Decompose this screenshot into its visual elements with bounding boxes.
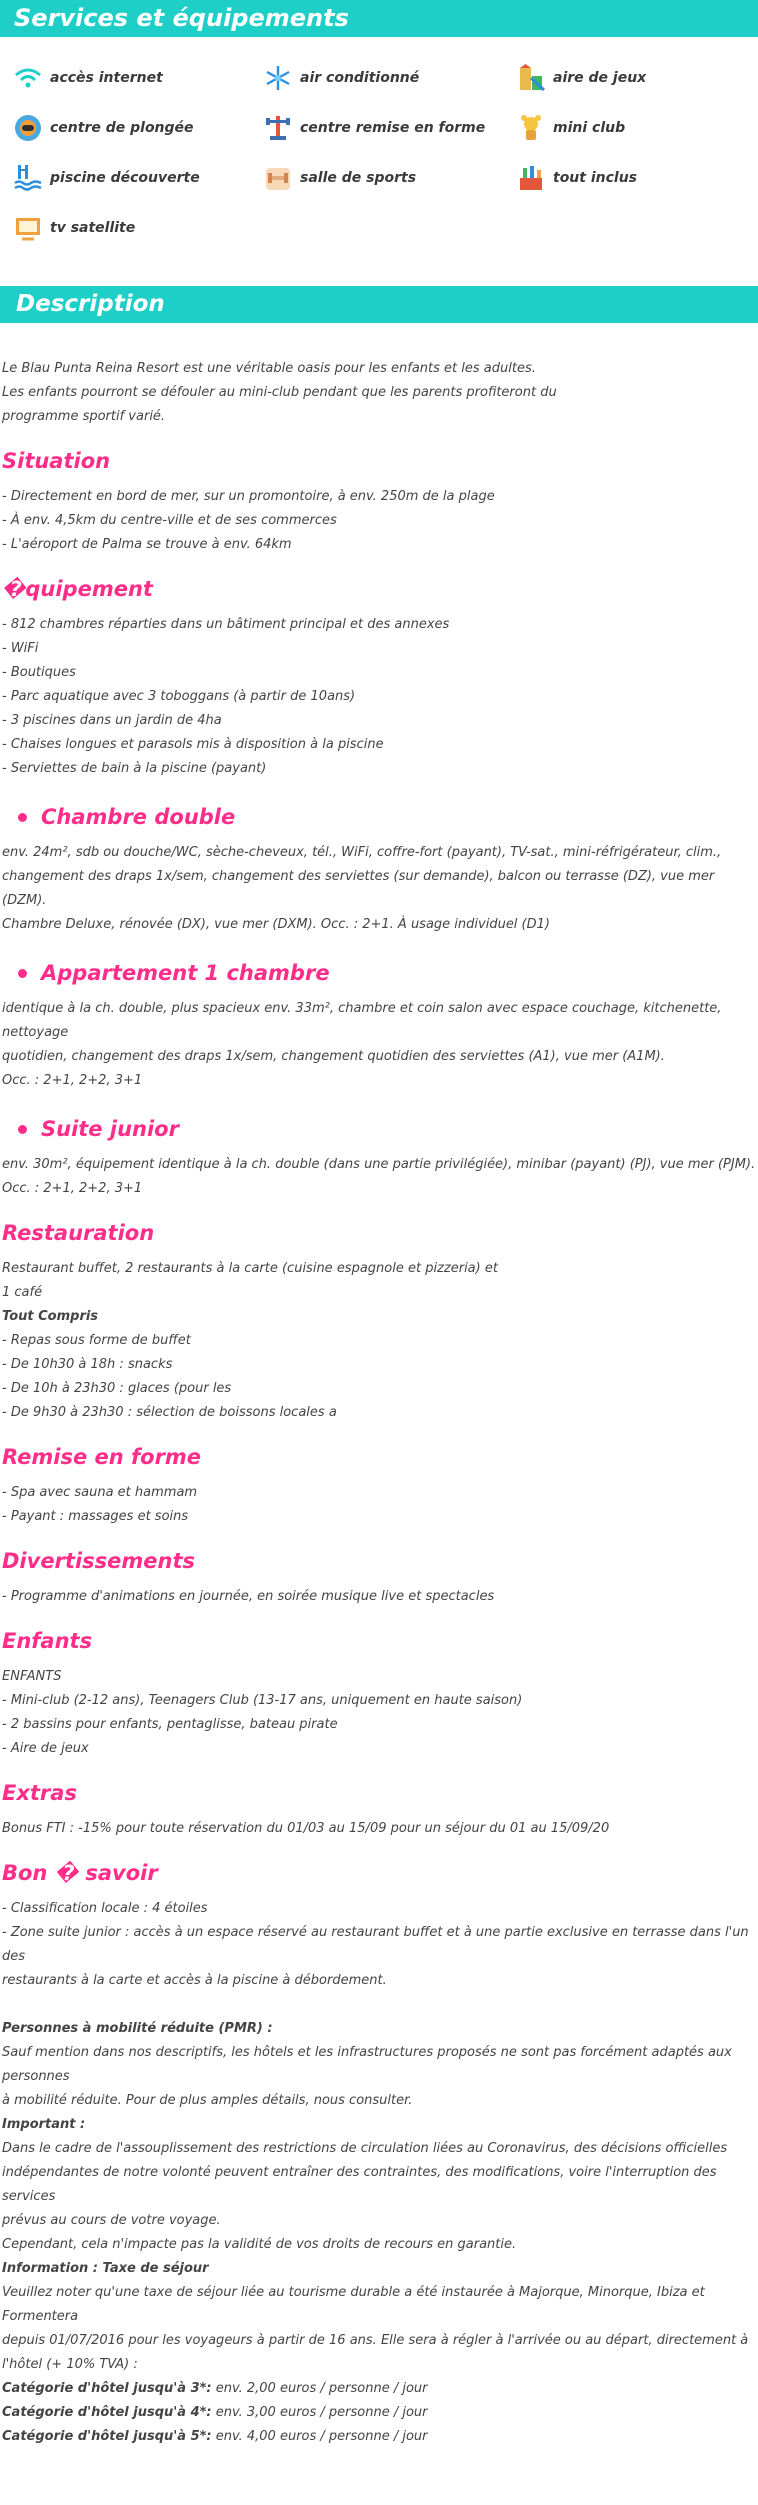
important-heading xyxy=(0,2113,758,2137)
kids-icon xyxy=(515,113,547,143)
important-line: Dans le cadre de l'assouplissement des restrictions de circulation liées au Coronavirus, des décisions officielles xyxy=(2,2141,728,2156)
service-label: centre remise en forme xyxy=(300,120,486,136)
enfants-line: - Aire de jeux xyxy=(2,1741,89,1756)
bullet-dot xyxy=(18,813,27,822)
section-title-equipement: �quipement xyxy=(2,577,153,601)
divertissements-line: - Programme d'animations en journée, en soirée musique live et spectacles xyxy=(2,1589,495,1604)
description-content xyxy=(0,323,758,2449)
enfants-line: - 2 bassins pour enfants, pentaglisse, bateau pirate xyxy=(2,1717,338,1732)
service-label: air conditionné xyxy=(300,70,420,86)
equipement-line: - Chaises longues et parasols mis à disposition à la piscine xyxy=(2,737,384,752)
restauration-line: Restaurant buffet, 2 restaurants à la carte (cuisine espagnole et pizzeria) et xyxy=(2,1261,498,1276)
pmr-line: à mobilité réduite. Pour de plus amples détails, nous consulter. xyxy=(2,2093,413,2108)
service-item-allinclusive xyxy=(515,163,637,193)
taxe-title: Information : Taxe de séjour xyxy=(2,2261,209,2276)
fitness-icon xyxy=(262,113,294,143)
taxe-category-label: Catégorie d'hôtel jusqu'à 3*: xyxy=(2,2381,212,2396)
room-title-chambre-double xyxy=(0,805,758,829)
taxe-category xyxy=(0,2401,758,2425)
service-item-aircon xyxy=(262,63,419,93)
room-line: Occ. : 2+1, 2+2, 3+1 xyxy=(2,1181,143,1196)
section-title-situation: Situation xyxy=(2,449,111,473)
room-title-text: Chambre double xyxy=(41,805,236,829)
room-line: changement des draps 1x/sem, changement des serviettes (sur demande), balcon ou terrasse (DZ), vue mer (DZM). xyxy=(2,869,715,908)
service-item-diving xyxy=(12,113,194,143)
all-inclusive-icon xyxy=(515,163,547,193)
taxe-category-value: env. 3,00 euros / personne / jour xyxy=(211,2405,428,2420)
restauration-line: - De 10h à 23h30 : glaces (pour les xyxy=(2,1381,232,1396)
important-line: indépendantes de notre volonté peuvent entraîner des contraintes, des modifications, voire l'interruption des services xyxy=(2,2165,717,2204)
service-item-pool xyxy=(12,163,200,193)
remise-line: - Payant : massages et soins xyxy=(2,1509,189,1524)
bon-line: restaurants à la carte et accès à la piscine à débordement. xyxy=(2,1973,387,1988)
equipement-line: - WiFi xyxy=(2,641,39,656)
taxe-heading xyxy=(0,2257,758,2281)
intro-line: Les enfants pourront se défouler au mini-club pendant que les parents profiteront du xyxy=(2,385,557,400)
equipement-line: - Serviettes de bain à la piscine (payant) xyxy=(2,761,267,776)
room-title-text: Appartement 1 chambre xyxy=(41,961,330,985)
taxe-line: depuis 01/07/2016 pour les voyageurs à partir de 16 ans. Elle sera à régler à l'arrivée ou au départ, directement à xyxy=(2,2333,749,2348)
service-label: centre de plongée xyxy=(50,120,194,136)
situation-line: - L'aéroport de Palma se trouve à env. 64km xyxy=(2,537,292,552)
taxe-line: l'hôtel (+ 10% TVA) : xyxy=(2,2357,138,2372)
intro-line: Le Blau Punta Reina Resort est une véritable oasis pour les enfants et les adultes. xyxy=(2,361,536,376)
taxe-category xyxy=(0,2425,758,2449)
equipement-line: - Parc aquatique avec 3 toboggans (à partir de 10ans) xyxy=(2,689,356,704)
service-item-gym xyxy=(262,163,416,193)
situation-line: - À env. 4,5km du centre-ville et de ses commerces xyxy=(2,513,337,528)
service-label: tv satellite xyxy=(50,220,136,236)
service-label: mini club xyxy=(553,120,626,136)
pool-icon xyxy=(12,163,44,193)
restauration-bold xyxy=(0,1305,758,1329)
taxe-line: Veuillez noter qu'une taxe de séjour liée au tourisme durable a été instaurée à Majorque, Minorque, Ibiza et Formentera xyxy=(2,2285,705,2324)
taxe-category xyxy=(0,2377,758,2401)
section-title-divertissements: Divertissements xyxy=(2,1549,196,1573)
section-title-restauration: Restauration xyxy=(2,1221,155,1245)
description-header: Description xyxy=(0,286,758,323)
important-line: prévus au cours de votre voyage. xyxy=(2,2213,221,2228)
service-label: accès internet xyxy=(50,70,163,86)
remise-line: - Spa avec sauna et hammam xyxy=(2,1485,198,1500)
room-line: env. 24m², sdb ou douche/WC, sèche-cheveux, tél., WiFi, coffre-fort (payant), TV-sat., mini-réfrigérateur, clim., xyxy=(2,845,722,860)
snowflake-icon xyxy=(262,63,294,93)
restauration-line: - Repas sous forme de buffet xyxy=(2,1333,191,1348)
important-title: Important : xyxy=(2,2117,86,2132)
room-title-text: Suite junior xyxy=(41,1117,179,1141)
service-item-playground xyxy=(515,63,646,93)
extras-line: Bonus FTI : -15% pour toute réservation du 01/03 au 15/09 pour un séjour du 01 au 15/09/20 xyxy=(2,1821,610,1836)
service-label: piscine découverte xyxy=(50,170,200,186)
room-line: quotidien, changement des draps 1x/sem, changement quotidien des serviettes (A1), vue mer (A1M). xyxy=(2,1049,665,1064)
equipement-line: - Boutiques xyxy=(2,665,76,680)
taxe-category-label: Catégorie d'hôtel jusqu'à 5*: xyxy=(2,2429,212,2444)
bon-line: - Classification locale : 4 étoiles xyxy=(2,1901,208,1916)
enfants-line: - Mini-club (2-12 ans), Teenagers Club (13-17 ans, uniquement en haute saison) xyxy=(2,1693,523,1708)
pmr-title: Personnes à mobilité réduite (PMR) : xyxy=(2,2021,273,2036)
restauration-line: - De 10h30 à 18h : snacks xyxy=(2,1357,173,1372)
playground-icon xyxy=(515,63,547,93)
taxe-category-value: env. 2,00 euros / personne / jour xyxy=(211,2381,428,2396)
section-title-enfants: Enfants xyxy=(2,1629,93,1653)
taxe-category-value: env. 4,00 euros / personne / jour xyxy=(211,2429,428,2444)
service-label: aire de jeux xyxy=(553,70,647,86)
restauration-line: 1 café xyxy=(2,1285,43,1300)
service-item-miniclub xyxy=(515,113,625,143)
situation-line: - Directement en bord de mer, sur un promontoire, à env. 250m de la plage xyxy=(2,489,495,504)
room-line: env. 30m², équipement identique à la ch. double (dans une partie privilégiée), minibar (payant) (PJ), vue mer (PJM). xyxy=(2,1157,756,1172)
section-title-extras: Extras xyxy=(2,1781,77,1805)
tv-icon xyxy=(12,213,44,243)
restauration-line: - De 9h30 à 23h30 : sélection de boissons locales a xyxy=(2,1405,337,1420)
tout-compris-label: Tout Compris xyxy=(2,1309,99,1324)
bon-line: - Zone suite junior : accès à un espace réservé au restaurant buffet et à une partie exclusive en terrasse dans l'un des xyxy=(2,1925,749,1964)
intro-line: programme sportif varié. xyxy=(2,409,166,424)
service-item-internet xyxy=(12,63,163,93)
taxe-category-label: Catégorie d'hôtel jusqu'à 4*: xyxy=(2,2405,212,2420)
bullet-dot xyxy=(18,1125,27,1134)
room-line: identique à la ch. double, plus spacieux env. 33m², chambre et coin salon avec espace couchage, kitchenette, nettoyage xyxy=(2,1001,722,1040)
gym-icon xyxy=(262,163,294,193)
equipement-line: - 3 piscines dans un jardin de 4ha xyxy=(2,713,222,728)
wifi-icon xyxy=(12,63,44,93)
room-title-suite xyxy=(0,1117,758,1141)
service-item-tv xyxy=(12,213,135,243)
important-line: Cependant, cela n'impacte pas la validité de vos droits de recours en garantie. xyxy=(2,2237,517,2252)
equipement-line: - 812 chambres réparties dans un bâtiment principal et des annexes xyxy=(2,617,450,632)
bullet-dot xyxy=(18,969,27,978)
section-title-remise: Remise en forme xyxy=(2,1445,202,1469)
diving-icon xyxy=(12,113,44,143)
pmr-heading xyxy=(0,2017,758,2041)
service-item-fitness xyxy=(262,113,485,143)
service-label: salle de sports xyxy=(300,170,417,186)
services-grid xyxy=(0,37,758,236)
pmr-line: Sauf mention dans nos descriptifs, les hôtels et les infrastructures proposés ne sont pas forcément adaptés aux personnes xyxy=(2,2045,732,2084)
enfants-line: ENFANTS xyxy=(2,1669,62,1684)
service-label: tout inclus xyxy=(553,170,638,186)
room-line: Occ. : 2+1, 2+2, 3+1 xyxy=(2,1073,143,1088)
room-title-appartement xyxy=(0,961,758,985)
services-header: Services et équipements xyxy=(0,0,758,37)
room-line: Chambre Deluxe, rénovée (DX), vue mer (DXM). Occ. : 2+1. À usage individuel (D1) xyxy=(2,917,550,932)
section-title-bon-a-savoir: Bon � savoir xyxy=(2,1861,158,1885)
